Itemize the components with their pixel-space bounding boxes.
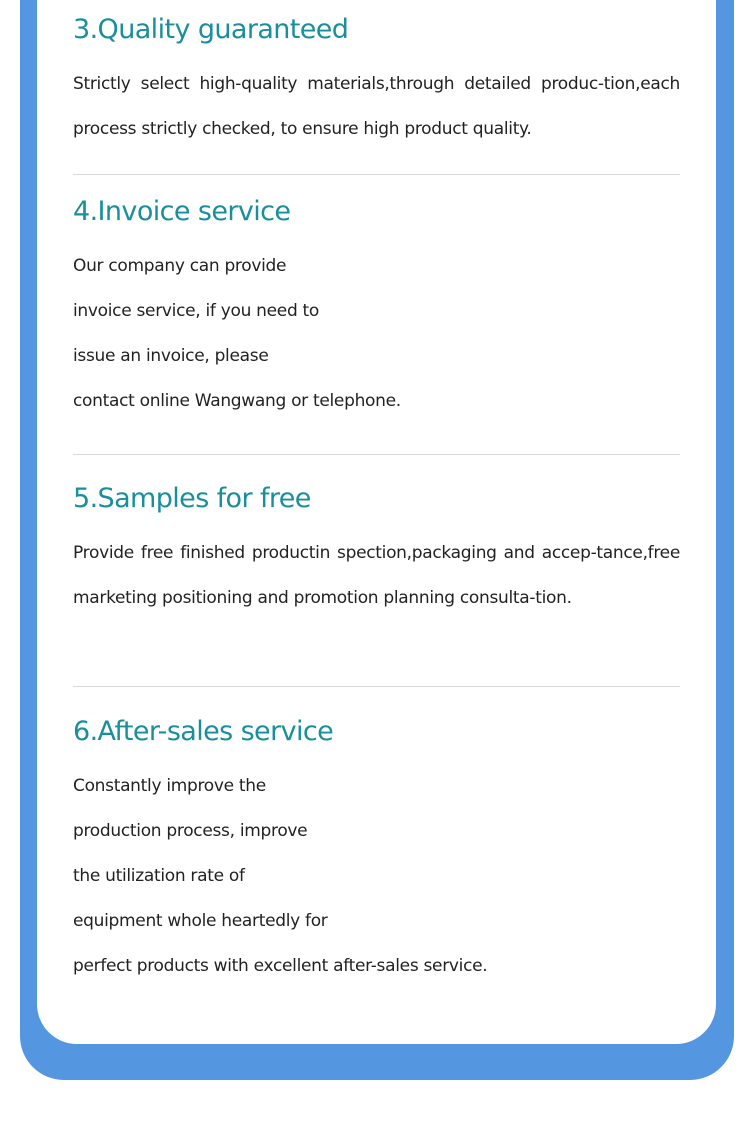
paragraph-line: Constantly improve the <box>73 776 266 796</box>
paragraph-line: production process, improve <box>73 821 308 841</box>
section-paragraph: Strictly select high-quality materials,through detailed produc-tion,each process strictly checked, to ensure high product quality. <box>73 74 680 139</box>
section-title: 6.After-sales service <box>73 716 334 747</box>
section-title: 5.Samples for free <box>73 483 311 514</box>
paragraph-line: the utilization rate of <box>73 866 245 886</box>
section-after-sales-service <box>73 715 680 989</box>
section-divider <box>73 686 680 687</box>
paragraph-line: contact online Wangwang or telephone. <box>73 391 401 411</box>
paragraph-line: perfect products with excellent after-sales service. <box>73 956 488 976</box>
section-divider <box>73 454 680 455</box>
section-samples-for-free <box>73 482 680 621</box>
section-quality-guaranteed <box>73 13 680 152</box>
section-divider <box>73 174 680 175</box>
paragraph-line: equipment whole heartedly for <box>73 911 328 931</box>
section-paragraph <box>73 764 680 989</box>
section-title: 3.Quality guaranteed <box>73 14 349 45</box>
section-title: 4.Invoice service <box>73 196 291 227</box>
section-paragraph: Provide free finished productin spection,packaging and accep-tance,free marketing positioning and promotion planning consulta-tion. <box>73 543 680 608</box>
paragraph-line: issue an invoice, please <box>73 346 269 366</box>
section-invoice-service <box>73 195 680 424</box>
section-paragraph <box>73 244 680 424</box>
paragraph-line: invoice service, if you need to <box>73 301 319 321</box>
paragraph-line: Our company can provide <box>73 256 287 276</box>
